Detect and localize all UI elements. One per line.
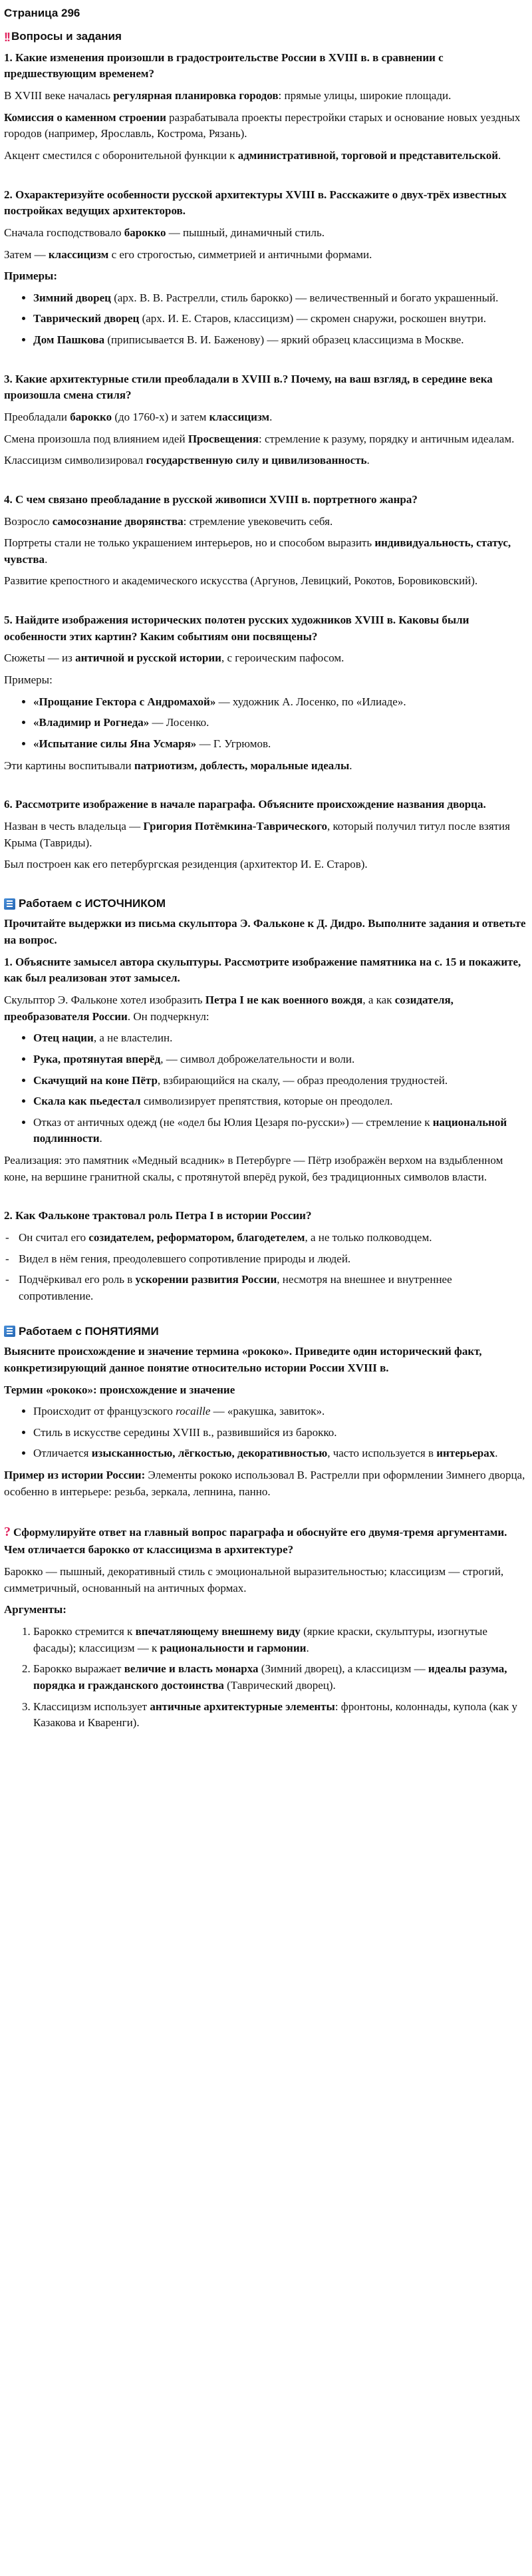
points-list [4,1030,528,1147]
arguments-list [4,1624,528,1732]
list-item: • Зимний дворец (арх. В. В. Растрелли, стиль барокко) — величественный и богато украшенный. [33,290,528,307]
list-item: 1. Барокко стремится к впечатляющему внешнему виду (яркие краски, скульптуры, изогнутые фасады); классицизм — к рациональности и гармонии. [33,1624,528,1656]
list-item: • Таврический дворец (арх. И. Е. Старов, классицизм) — скромен снаружи, роскошен внутри. [33,311,528,327]
answer-paragraph: Назван в честь владельца — Григория Потёмкина-Таврического, который получил титул после взятия Крыма (Тавриды). [4,819,510,849]
double-exclamation-icon: !! [4,30,9,44]
answer-paragraph: Акцент сместился с оборонительной функции к административной, торговой и представительской. [4,148,501,162]
question-mark-icon: ? [4,1525,11,1540]
section-title: Вопросы и задания [11,30,122,43]
task-intro: Прочитайте выдержки из письма скульптора Э. Фальконе к Д. Дидро. Выполните задания и ответьте на вопрос. [4,917,526,947]
subheading: Термин «рококо»: происхождение и значение [4,1383,235,1396]
task-intro: Выясните происхождение и значение термина «рококо». Приведите один исторический факт, конкретизирующий данное понятие относительно истории России XVIII в. [4,1345,482,1374]
source-section [4,896,528,1186]
answer-paragraph: Преобладали барокко (до 1760-х) и затем классицизм. [4,410,273,423]
answer-paragraph: Барокко — пышный, декоративный стиль с эмоциональной выразительностью; классицизм — строгий, симметричный, основанный на античных формах. [4,1565,504,1594]
answer-paragraph: Классицизм символизировал государственную силу и цивилизованность. [4,454,370,467]
answer-paragraph: Комиссия о каменном строении разрабатывала проекты перестройки старых и основание новых уездных городов (например, Ярославль, Кострома, Рязань). [4,110,521,140]
question-text: 1. Объясните замысел автора скульптуры. Рассмотрите изображение памятника на с. 15 и покажите, как был реализован этот замысел. [4,955,521,985]
list-item: • Происходит от французского rocaille — «ракушка, завиток». [33,1403,528,1420]
book-icon [4,1326,15,1337]
book-icon [4,898,15,910]
section-title: Работаем с ИСТОЧНИКОМ [19,896,166,910]
examples-label: Примеры: [4,270,57,283]
examples-label: Примеры: [4,673,53,687]
page-title: Страница 296 [4,7,80,19]
examples-list [4,694,528,753]
section-header-source [4,896,528,912]
list-item: • Стиль в искусстве середины XVIII в., развившийся из барокко. [33,1425,528,1441]
answer-paragraph: Смена произошла под влиянием идей Просвещения: стремление к разуму, порядку и античным идеалам. [4,432,515,445]
list-item: • «Владимир и Рогнеда» — Лосенко. [33,715,528,731]
question-block-6 [4,797,528,873]
question-text: 3. Какие архитектурные стили преобладали в XVIII в.? Почему, на ваш взгляд, в середине века произошла смена стиля? [4,372,493,402]
list-item: • «Прощание Гектора с Андромахой» — художник А. Лосенко, по «Илиаде». [33,694,528,711]
section-header-questions [4,29,528,46]
question-text: 6. Рассмотрите изображение в начале параграфа. Объясните происхождение названия дворца. [4,798,486,811]
list-item: • Отец нации, а не властелин. [33,1030,528,1047]
concepts-list [4,1403,528,1462]
list-item: • Скала как пьедестал символизирует препятствия, которые он преодолел. [33,1093,528,1110]
list-item: • Отказ от античных одежд (не «одел бы Юлия Цезаря по-русски») — стремление к национальной подлинности. [33,1115,528,1147]
question-text: 4. С чем связано преобладание в русской живописи XVIII в. портретного жанра? [4,492,418,506]
question-text: 1. Какие изменения произошли в градостроительстве России в XVIII в. в сравнении с предшествующим временем? [4,51,444,81]
question-block-1 [4,50,528,164]
answer-paragraph: Сначала господствовало барокко — пышный, динамичный стиль. [4,226,325,239]
list-item: 3. Классицизм использует античные архитектурные элементы: фронтоны, колоннады, купола (как у Казакова и Кваренги). [33,1699,528,1732]
list-item: • Отличается изысканностью, лёгкостью, декоративностью, часто используется в интерьерах. [33,1445,528,1462]
dash-list [4,1230,528,1305]
question-block-5 [4,612,528,774]
question-block-4 [4,492,528,590]
answer-paragraph: Затем — классицизм с его строгостью, симметрией и античными формами. [4,248,372,261]
question-text: 2. Как Фальконе трактовал роль Петра I в истории России? [4,1209,312,1222]
list-item: - Видел в нём гения, преодолевшего сопротивление природы и людей. [19,1251,528,1268]
list-item: 2. Барокко выражает величие и власть монарха (Зимний дворец), а классицизм — идеалы разума, порядка и гражданского достоинства (Таврический дворец). [33,1661,528,1694]
question-block-3 [4,371,528,469]
answer-paragraph: Возросло самосознание дворянства: стремление увековечить себя. [4,514,333,528]
answer-paragraph: Был построен как его петербургская резиденция (архитектор И. Е. Старов). [4,858,368,871]
question-text: ? Сформулируйте ответ на главный вопрос параграфа и обоснуйте его двумя-тремя аргументами. Чем отличается барокко от классицизма в архитектуре? [4,1525,507,1557]
concepts-section [4,1324,528,1501]
section-title: Работаем с ПОНЯТИЯМИ [19,1324,159,1338]
source-question-2 [4,1208,528,1304]
answer-paragraph: Пример из истории России: Элементы рококо использовал В. Растрелли при оформлении Зимнего дворца, особенно в интерьере: резьба, зеркала, лепнина, панно. [4,1469,525,1498]
examples-list [4,290,528,349]
arguments-label: Аргументы: [4,1603,66,1616]
list-item: • «Испытание силы Яна Усмаря» — Г. Угрюмов. [33,736,528,753]
answer-paragraph: Портреты стали не только украшением интерьеров, но и способом выразить индивидуальность, статус, чувства. [4,536,511,566]
answer-paragraph: Реализация: это памятник «Медный всадник» в Петербурге — Пётр изображён верхом на вздыбленном коне, на вершине гранитной скалы, с протянутой вперёд рукой, без традиционных символов власти. [4,1154,503,1183]
answer-paragraph: Сюжеты — из античной и русской истории, с героическим пафосом. [4,651,344,665]
question-text: 2. Охарактеризуйте особенности русской архитектуры XVIII в. Расскажите о двух-трёх известных постройках ведущих архитекторов. [4,188,507,218]
answer-paragraph: В XVIII веке началась регулярная планировка городов: прямые улицы, широкие площади. [4,89,452,102]
question-text: 5. Найдите изображения исторических полотен русских художников XVIII в. Каковы были особенности этих картин? Каким событиям они посвящены? [4,614,469,643]
list-item: - Он считал его созидателем, реформатором, благодетелем, а не только полководцем. [19,1230,528,1246]
list-item: • Рука, протянутая вперёд, — символ доброжелательности и воли. [33,1051,528,1068]
section-header-concepts [4,1324,528,1340]
answer-paragraph: Эти картины воспитывали патриотизм, доблесть, моральные идеалы. [4,759,352,772]
answer-paragraph: Скульптор Э. Фальконе хотел изобразить Петра I не как военного вождя, а как созидателя, преобразователя России. Он подчеркнул: [4,994,454,1023]
list-item: - Подчёркивал его роль в ускорении развития России, несмотря на внешнее и внутреннее сопротивление. [19,1272,528,1304]
list-item: • Скачущий на коне Пётр, взбирающийся на скалу, — образ преодоления трудностей. [33,1073,528,1089]
list-item: • Дом Пашкова (приписывается В. И. Баженову) — яркий образец классицизма в Москве. [33,332,528,349]
question-block-2 [4,187,528,349]
final-question-section [4,1523,528,1731]
answer-paragraph: Развитие крепостного и академического искусства (Аргунов, Левицкий, Рокотов, Боровиковский). [4,574,478,588]
